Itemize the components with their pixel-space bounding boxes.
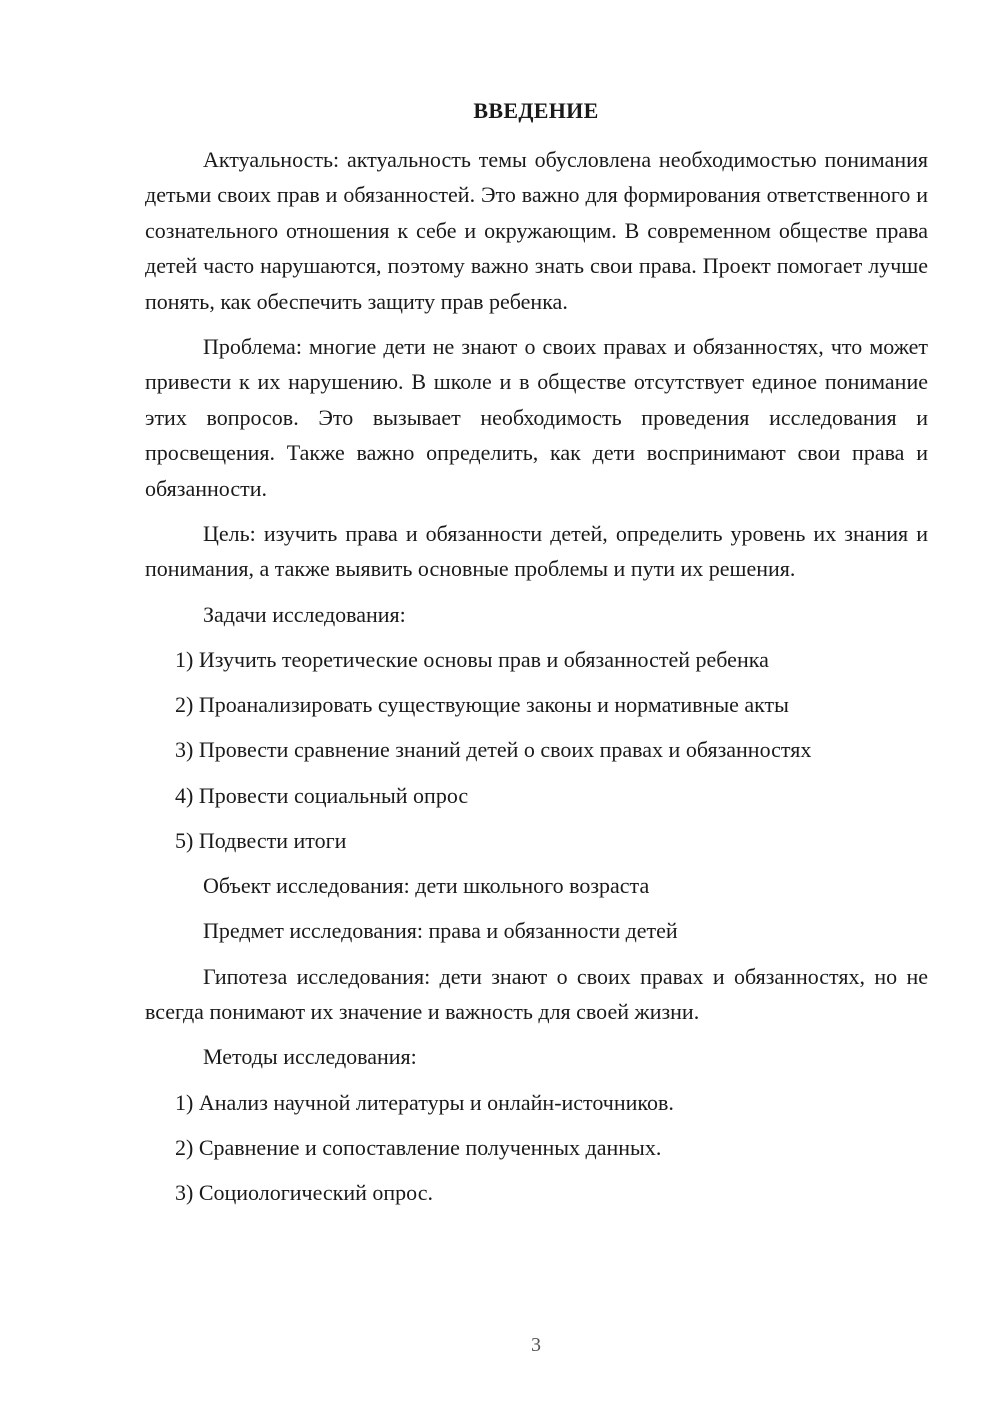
method-item: 3) Социологический опрос. [175, 1179, 433, 1205]
task-item: 5) Подвести итоги [175, 827, 347, 853]
problem-paragraph: Проблема: многие дети не знают о своих правах и обязанностях, что может привести к их нарушению. В школе и в обществе отсутствует единое понимание этих вопросов. Это вызывает необходимость проведения исследования и просвещения. Также важно определить, как дети воспринимают свои права и обязанности. [145, 334, 928, 501]
research-subject: Предмет исследования: права и обязанности детей [203, 918, 678, 944]
task-item: 4) Провести социальный опрос [175, 782, 469, 808]
page-number: 3 [531, 1334, 541, 1356]
goal-paragraph: Цель: изучить права и обязанности детей, определить уровень их знания и понимания, а также выявить основные проблемы и пути их решения. [145, 521, 928, 582]
document-body [145, 142, 928, 1220]
tasks-heading: Задачи исследования: [203, 601, 406, 627]
hypothesis-paragraph: Гипотеза исследования: дети знают о своих правах и обязанностях, но не всегда понимают их значение и важность для своей жизни. [145, 963, 928, 1024]
page-title: ВВЕДЕНИЕ [473, 98, 599, 123]
relevance-paragraph: Актуальность: актуальность темы обусловлена необходимостью понимания детьми своих прав и обязанностей. Это важно для формирования ответственного и сознательного отношения к себе и окружающим. В современном обществе права детей часто нарушаются, поэтому важно знать свои права. Проект помогает лучше понять, как обеспечить защиту прав ребенка. [145, 147, 928, 314]
research-object: Объект исследования: дети школьного возраста [203, 873, 650, 899]
methods-heading: Методы исследования: [203, 1044, 417, 1070]
task-item: 3) Провести сравнение знаний детей о своих правах и обязанностях [175, 737, 812, 763]
task-item: 2) Проанализировать существующие законы и нормативные акты [175, 692, 789, 718]
method-item: 2) Сравнение и сопоставление полученных данных. [175, 1134, 662, 1160]
task-item: 1) Изучить теоретические основы прав и обязанностей ребенка [175, 647, 769, 673]
method-item: 1) Анализ научной литературы и онлайн-источников. [175, 1089, 674, 1115]
